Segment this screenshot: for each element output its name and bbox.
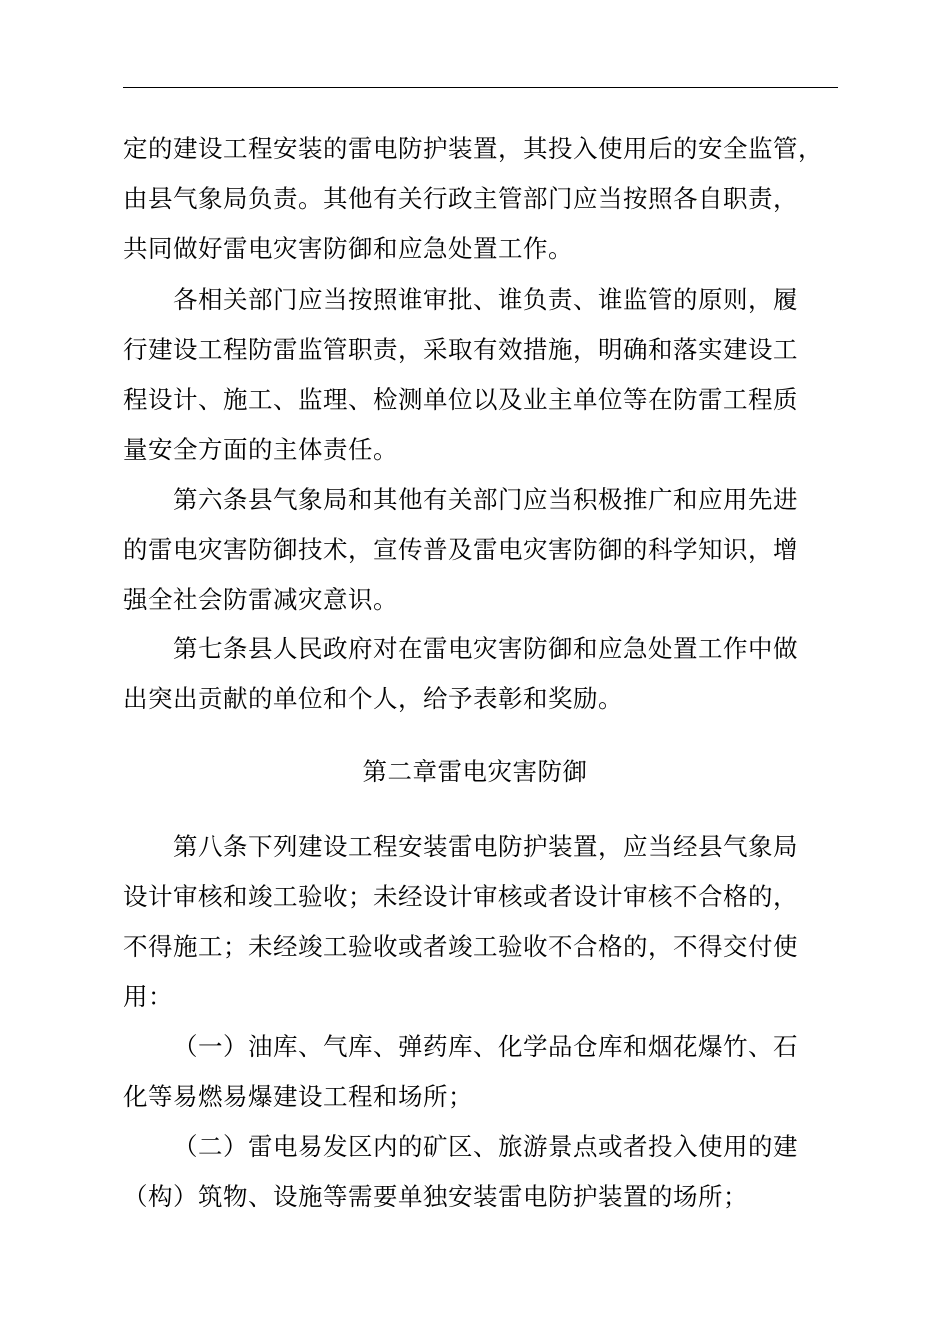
text-line-12: 出突出贡献的单位和个人，给予表彰和奖励。 (123, 684, 623, 713)
text-line-21: （构）筑物、设施等需要单独安装雷电防护装置的场所； (123, 1182, 748, 1211)
text-line-5: 行建设工程防雷监管职责，采取有效措施，明确和落实建设工 (123, 335, 798, 364)
text-line-1: 定的建设工程安装的雷电防护装置，其投入使用后的安全监管， (123, 134, 823, 163)
text-line-18: （一）油库、气库、弹药库、化学品仓库和烟花爆竹、石 (173, 1032, 798, 1061)
text-line-3: 共同做好雷电灾害防御和应急处置工作。 (123, 234, 573, 263)
text-line-4: 各相关部门应当按照谁审批、谁负责、谁监管的原则，履 (173, 285, 798, 314)
text-line-16: 不得施工；未经竣工验收或者竣工验收不合格的，不得交付使 (123, 932, 798, 961)
header-rule (123, 87, 838, 88)
text-line-17: 用： (123, 982, 173, 1011)
text-line-9: 的雷电灾害防御技术，宣传普及雷电灾害防御的科学知识，增 (123, 535, 798, 564)
text-line-8: 第六条县气象局和其他有关部门应当积极推广和应用先进 (173, 485, 798, 514)
text-line-20: （二）雷电易发区内的矿区、旅游景点或者投入使用的建 (173, 1132, 798, 1161)
text-line-14: 第八条下列建设工程安装雷电防护装置，应当经县气象局 (173, 832, 798, 861)
text-line-10: 强全社会防雷减灾意识。 (123, 585, 398, 614)
chapter-heading: 第二章雷电灾害防御 (362, 757, 588, 786)
text-line-6: 程设计、施工、监理、检测单位以及业主单位等在防雷工程质 (123, 385, 798, 414)
text-line-11: 第七条县人民政府对在雷电灾害防御和应急处置工作中做 (173, 634, 798, 663)
text-line-19: 化等易燃易爆建设工程和场所； (123, 1082, 473, 1111)
text-line-7: 量安全方面的主体责任。 (123, 435, 398, 464)
text-line-2: 由县气象局负责。其他有关行政主管部门应当按照各自职责， (123, 184, 798, 213)
text-line-15: 设计审核和竣工验收；未经设计审核或者设计审核不合格的， (123, 882, 798, 911)
